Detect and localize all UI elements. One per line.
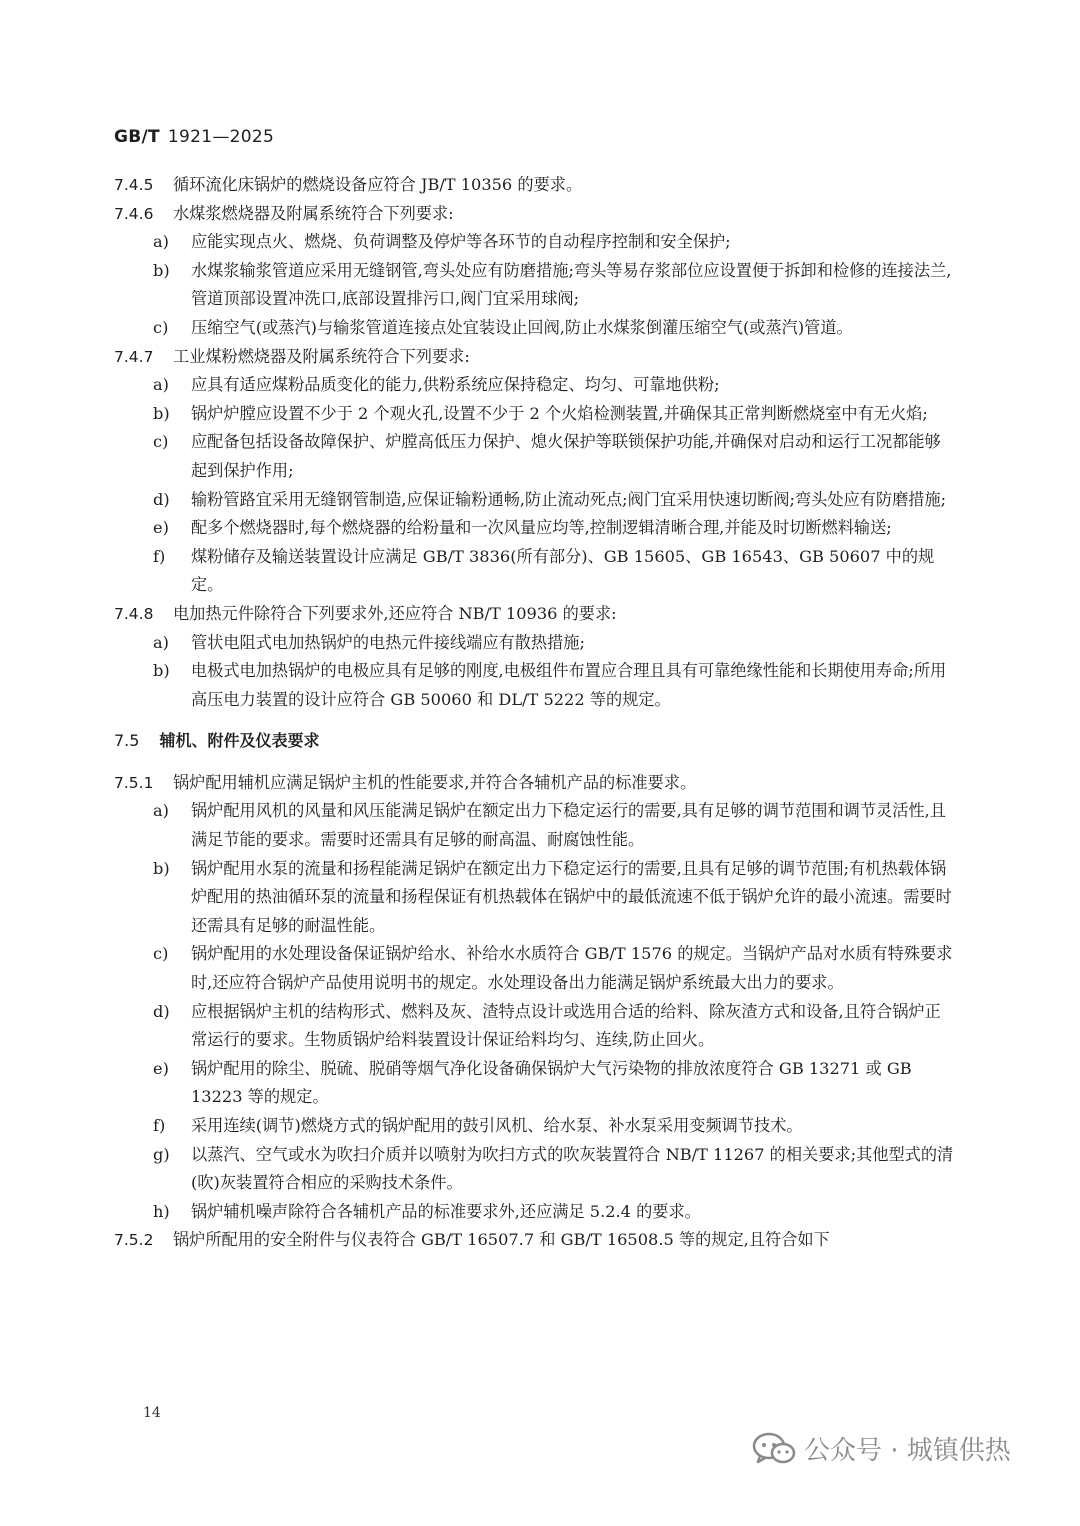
clause-number: 7.4.8: [114, 604, 154, 623]
clause-text: 工业煤粉燃烧器及附属系统符合下列要求:: [173, 346, 470, 366]
page-number: 14: [143, 1405, 161, 1421]
clause-text: 锅炉配用辅机应满足锅炉主机的性能要求,并符合各辅机产品的标准要求。: [173, 772, 697, 792]
list-item: [114, 486, 954, 515]
clause-number: 7.4.6: [114, 204, 154, 223]
list-item: [114, 543, 954, 600]
list-item-letter: d): [153, 1001, 170, 1021]
list-item-letter: f): [153, 1116, 166, 1135]
list-item-letter: b): [153, 260, 170, 280]
list-item: [114, 428, 954, 485]
list-item-letter: f): [153, 546, 166, 566]
list-item-letter: h): [153, 1201, 170, 1221]
list-item-text: 锅炉配用的除尘、脱硫、脱硝等烟气净化设备确保锅炉大气污染物的排放浓度符合 GB 13271 或 GB 13223 等的规定。: [191, 1058, 912, 1107]
section-heading: [114, 727, 954, 756]
clause: [114, 600, 954, 629]
list-item-text: 锅炉炉膛应设置不少于 2 个观火孔,设置不少于 2 个火焰检测装置,并确保其正常判断燃烧室中有无火焰;: [191, 403, 928, 423]
list-item-letter: a): [153, 801, 169, 821]
section-title: 辅机、附件及仪表要求: [159, 731, 320, 751]
clause-text: 水煤浆燃烧器及附属系统符合下列要求:: [173, 203, 454, 223]
list-item-text: 锅炉配用风机的风量和风压能满足锅炉在额定出力下稳定运行的需要,具有足够的调节范围和调节灵活性,且满足节能的要求。需要时还需具有足够的耐高温、耐腐蚀性能。: [191, 801, 946, 850]
list-item-text: 应能实现点火、燃烧、负荷调整及停炉等各环节的自动程序控制和安全保护;: [191, 232, 731, 252]
list-item-letter: e): [153, 518, 169, 538]
clause-number: 7.5.1: [114, 773, 154, 792]
list-item-text: 以蒸汽、空气或水为吹扫介质并以喷射为吹扫方式的吹灰装置符合 NB/T 11267 的相关要求;其他型式的清(吹)灰装置符合相应的采购技术条件。: [191, 1144, 954, 1193]
list-item: [114, 1055, 954, 1112]
list-item: [114, 940, 954, 997]
list-item: [114, 629, 954, 658]
list-item: [114, 314, 954, 343]
clause: [114, 769, 954, 798]
list-item-text: 锅炉辅机噪声除符合各辅机产品的标准要求外,还应满足 5.2.4 的要求。: [191, 1201, 701, 1221]
wechat-icon: [752, 1431, 796, 1467]
list-item: [114, 1141, 954, 1198]
list-item-text: 应配备包括设备故障保护、炉膛高低压力保护、熄火保护等联锁保护功能,并确保对启动和运行工况都能够起到保护作用;: [191, 432, 941, 480]
list-item-text: 配多个燃烧器时,每个燃烧器的给粉量和一次风量应均等,控制逻辑清晰合理,并能及时切断燃料输送;: [191, 518, 892, 538]
document-body: [114, 171, 954, 1255]
list-item: [114, 855, 954, 941]
clause: [114, 171, 954, 200]
list-item-text: 电极式电加热锅炉的电极应具有足够的刚度,电极组件布置应合理且具有可靠绝缘性能和长期使用寿命;所用高压电力装置的设计应符合 GB 50060 和 DL/T 5222 等的规定。: [191, 661, 947, 709]
list-item-text: 应根据锅炉主机的结构形式、燃料及灰、渣特点设计或选用合适的给料、除灰渣方式和设备,且符合锅炉正常运行的要求。生物质锅炉给料装置设计保证给料均匀、连续,防止回火。: [191, 1001, 941, 1050]
clause-text: 电加热元件除符合下列要求外,还应符合 NB/T 10936 的要求:: [173, 603, 617, 623]
list-item-text: 煤粉储存及输送装置设计应满足 GB/T 3836(所有部分)、GB 15605、GB 16543、GB 50607 中的规定。: [191, 546, 935, 595]
list-item-letter: a): [153, 632, 169, 652]
watermark-text: 公众号 · 城镇供热: [804, 1436, 1011, 1466]
list-item: [114, 1198, 954, 1227]
list-item-letter: g): [153, 1144, 170, 1164]
list-item: [114, 400, 954, 429]
list-item-letter: d): [153, 489, 170, 509]
list-item-text: 采用连续(调节)燃烧方式的锅炉配用的鼓引风机、给水泵、补水泵采用变频调节技术。: [191, 1116, 803, 1135]
list-item-letter: a): [153, 375, 169, 395]
list-item-text: 输粉管路宜采用无缝钢管制造,应保证输粉通畅,防止流动死点;阀门宜采用快速切断阀;弯头处应有防磨措施;: [191, 489, 947, 509]
watermark: [752, 1430, 1011, 1467]
standard-header: [114, 127, 274, 147]
list-item-letter: b): [153, 858, 170, 878]
list-item: [114, 1112, 954, 1141]
clause-number: 7.4.7: [114, 347, 154, 366]
list-item-letter: a): [153, 232, 169, 252]
list-item-letter: c): [153, 944, 169, 964]
list-item-text: 水煤浆输浆管道应采用无缝钢管,弯头处应有防磨措施;弯头等易存浆部位应设置便于拆卸和检修的连接法兰,管道顶部设置冲洗口,底部设置排污口,阀门宜采用球阀;: [191, 260, 952, 309]
clause: [114, 343, 954, 372]
clause-number: 7.4.5: [114, 176, 154, 194]
list-item-letter: b): [153, 661, 170, 681]
list-item: [114, 257, 954, 314]
list-item-letter: b): [153, 403, 170, 423]
list-item-letter: e): [153, 1058, 169, 1078]
list-item: [114, 998, 954, 1055]
clause: [114, 1226, 954, 1255]
clause-text: 循环流化床锅炉的燃烧设备应符合 JB/T 10356 的要求。: [173, 175, 583, 194]
list-item-letter: c): [153, 432, 169, 452]
list-item-letter: c): [153, 317, 169, 337]
clause: [114, 200, 954, 229]
clause-number: 7.5.2: [114, 1231, 154, 1250]
list-item: [114, 228, 954, 257]
list-item-text: 锅炉配用的水处理设备保证锅炉给水、补给水水质符合 GB/T 1576 的规定。当锅炉产品对水质有特殊要求时,还应符合锅炉产品使用说明书的规定。水处理设备出力能满足锅炉系统最大出力的要求。: [191, 944, 953, 993]
list-item-text: 管状电阻式电加热锅炉的电热元件接线端应有散热措施;: [191, 632, 585, 652]
list-item: [114, 657, 954, 714]
standard-number: 1921—2025: [167, 127, 275, 147]
list-item: [114, 797, 954, 854]
clause-text: 锅炉所配用的安全附件与仪表符合 GB/T 16507.7 和 GB/T 16508.5 等的规定,且符合如下: [173, 1230, 830, 1250]
list-item-text: 应具有适应煤粉品质变化的能力,供粉系统应保持稳定、均匀、可靠地供粉;: [191, 375, 720, 395]
standard-code: GB/T: [114, 127, 160, 147]
list-item-text: 锅炉配用水泵的流量和扬程能满足锅炉在额定出力下稳定运行的需要,且具有足够的调节范围;有机热载体锅炉配用的热油循环泵的流量和扬程保证有机热载体在锅炉中的最低流速不低于锅炉允许的最小流速。需要时还需具有足够的耐温性能。: [191, 858, 952, 935]
list-item-text: 压缩空气(或蒸汽)与输浆管道连接点处宜装设止回阀,防止水煤浆倒灌压缩空气(或蒸汽)管道。: [191, 317, 853, 337]
section-number: 7.5: [114, 731, 140, 751]
list-item: [114, 371, 954, 400]
list-item: [114, 514, 954, 543]
